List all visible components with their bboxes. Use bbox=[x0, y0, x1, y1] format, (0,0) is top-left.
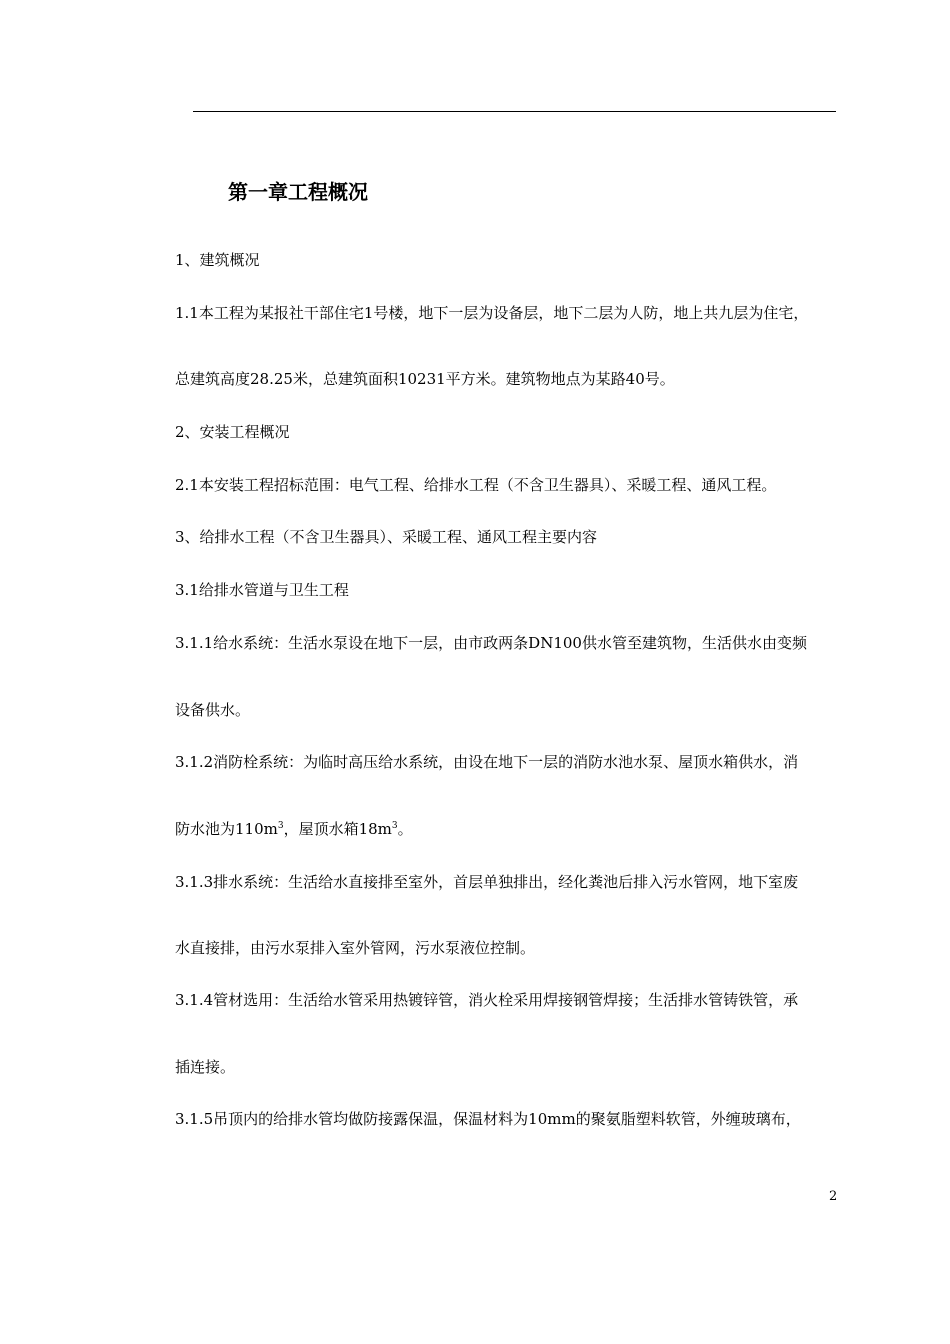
header-rule bbox=[193, 111, 836, 112]
paragraph-line: 水直接排，由污水泵排入室外管网，污水泵液位控制。 bbox=[175, 939, 536, 957]
paragraph-line: 设备供水。 bbox=[175, 701, 251, 719]
paragraph-line: 3.1.4管材选用：生活给水管采用热镀锌管，消火栓采用焊接钢管焊接；生活排水管铸铁管，承 bbox=[175, 991, 799, 1009]
section-heading: 2、安装工程概况 bbox=[175, 423, 290, 441]
page-number: 2 bbox=[829, 1189, 838, 1204]
paragraph-line: 1.1本工程为某报社干部住宅1号楼，地下一层为设备层，地下二层为人防，地上共九层为住宅， bbox=[175, 304, 809, 322]
superscript: 3 bbox=[277, 821, 284, 831]
paragraph-line: 插连接。 bbox=[175, 1058, 236, 1076]
chapter-title: 第一章工程概况 bbox=[228, 180, 368, 204]
paragraph-line: 总建筑高度28.25米，总建筑面积10231平方米。建筑物地点为某路40号。 bbox=[175, 370, 675, 388]
paragraph-line: 3.1.1给水系统：生活水泵设在地下一层，由市政两条DN100供水管至建筑物，生活供水由变频 bbox=[175, 634, 807, 652]
paragraph-line: 3.1.3排水系统：生活给水直接排至室外，首层单独排出，经化粪池后排入污水管网，地下室废 bbox=[175, 873, 799, 891]
paragraph-line: 2.1本安装工程招标范围：电气工程、给排水工程（不含卫生器具）、采暖工程、通风工程。 bbox=[175, 476, 777, 494]
paragraph-line: 3.1.5吊顶内的给排水管均做防接露保温，保温材料为10mm的聚氨脂塑料软管，外缠玻璃布， bbox=[175, 1110, 801, 1128]
text-segment: 防水池为110m bbox=[175, 820, 278, 838]
subsection-heading: 3.1给排水管道与卫生工程 bbox=[175, 581, 349, 599]
text-segment: ，屋顶水箱18m bbox=[283, 820, 392, 838]
superscript: 3 bbox=[391, 821, 398, 831]
text-segment: 。 bbox=[397, 820, 413, 838]
paragraph-line bbox=[175, 818, 413, 840]
paragraph-line: 3.1.2消防栓系统：为临时高压给水系统，由设在地下一层的消防水池水泵、屋顶水箱供水，消 bbox=[175, 753, 799, 771]
section-heading: 1、建筑概况 bbox=[175, 251, 260, 269]
section-heading: 3、给排水工程（不含卫生器具）、采暖工程、通风工程主要内容 bbox=[175, 528, 598, 546]
